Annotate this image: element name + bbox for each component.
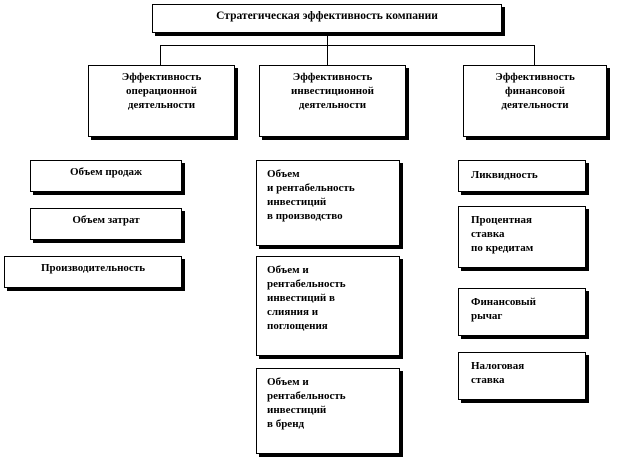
node-financial-leverage xyxy=(458,288,586,336)
node-label-line-2: рентабельность xyxy=(267,278,346,290)
node-label-line-2: ставка xyxy=(471,374,505,386)
node-label-line-5: поглощения xyxy=(267,320,328,332)
node-credit-interest-rate xyxy=(458,206,586,268)
node-label-line-1: Эффективность xyxy=(292,71,373,83)
node-effectiveness-operational xyxy=(88,65,235,137)
node-label-line-1: Объем и xyxy=(267,376,309,388)
node-label-line-1: Ликвидность xyxy=(471,169,538,181)
node-label: Стратегическая эффективность компании xyxy=(216,10,438,22)
node-label-line-1: Эффективность xyxy=(121,71,202,83)
connector-financial-down xyxy=(534,45,535,65)
connector-title-down xyxy=(327,33,328,45)
node-label-line-2: инвестиционной xyxy=(291,85,374,97)
node-label-line-1: Объем затрат xyxy=(72,214,140,226)
node-investment-production xyxy=(256,160,400,246)
node-label-line-1: Налоговая xyxy=(471,360,525,372)
connector-title-horizontal xyxy=(160,45,534,46)
node-strategic-effectiveness xyxy=(152,4,502,33)
node-label-line-3: по кредитам xyxy=(471,242,534,254)
node-sales-volume xyxy=(30,160,182,192)
node-label-line-4: в производство xyxy=(267,210,343,222)
node-label-line-1: Эффективность xyxy=(495,71,575,83)
node-label-line-1: Объем продаж xyxy=(70,166,142,178)
node-cost-volume xyxy=(30,208,182,240)
node-liquidity xyxy=(458,160,586,192)
node-label-line-4: слияния и xyxy=(267,306,319,318)
node-label-line-1: Производительность xyxy=(40,262,146,274)
node-label-line-3: деятельности xyxy=(501,99,569,111)
node-effectiveness-financial xyxy=(463,65,607,137)
node-label-line-4: в бренд xyxy=(267,418,305,430)
node-label-line-3: деятельности xyxy=(298,99,367,111)
node-investment-brand xyxy=(256,368,400,454)
node-label-line-1: Процентная xyxy=(471,214,532,226)
node-label-line-3: деятельности xyxy=(127,99,196,111)
node-label-line-2: ставка xyxy=(471,228,505,240)
node-label-line-3: инвестиций xyxy=(267,404,327,416)
node-label-line-2: финансовой xyxy=(505,85,565,97)
node-label-line-2: рычаг xyxy=(471,310,503,322)
node-label-line-2: операционной xyxy=(125,85,198,97)
node-label-line-3: инвестиций xyxy=(267,196,327,208)
node-tax-rate xyxy=(458,352,586,400)
node-productivity xyxy=(4,256,182,288)
node-investment-mergers xyxy=(256,256,400,356)
node-label-line-1: Объем и xyxy=(267,264,309,276)
node-effectiveness-investment xyxy=(259,65,406,137)
connector-investment-down xyxy=(327,45,328,65)
node-label-line-2: рентабельность xyxy=(267,390,346,402)
node-label-line-1: Финансовый xyxy=(471,296,536,308)
connector-operational-down xyxy=(160,45,161,65)
node-label-line-2: и рентабельность xyxy=(267,182,355,194)
node-label-line-1: Объем xyxy=(267,168,300,180)
node-label-line-3: инвестиций в xyxy=(267,292,335,304)
